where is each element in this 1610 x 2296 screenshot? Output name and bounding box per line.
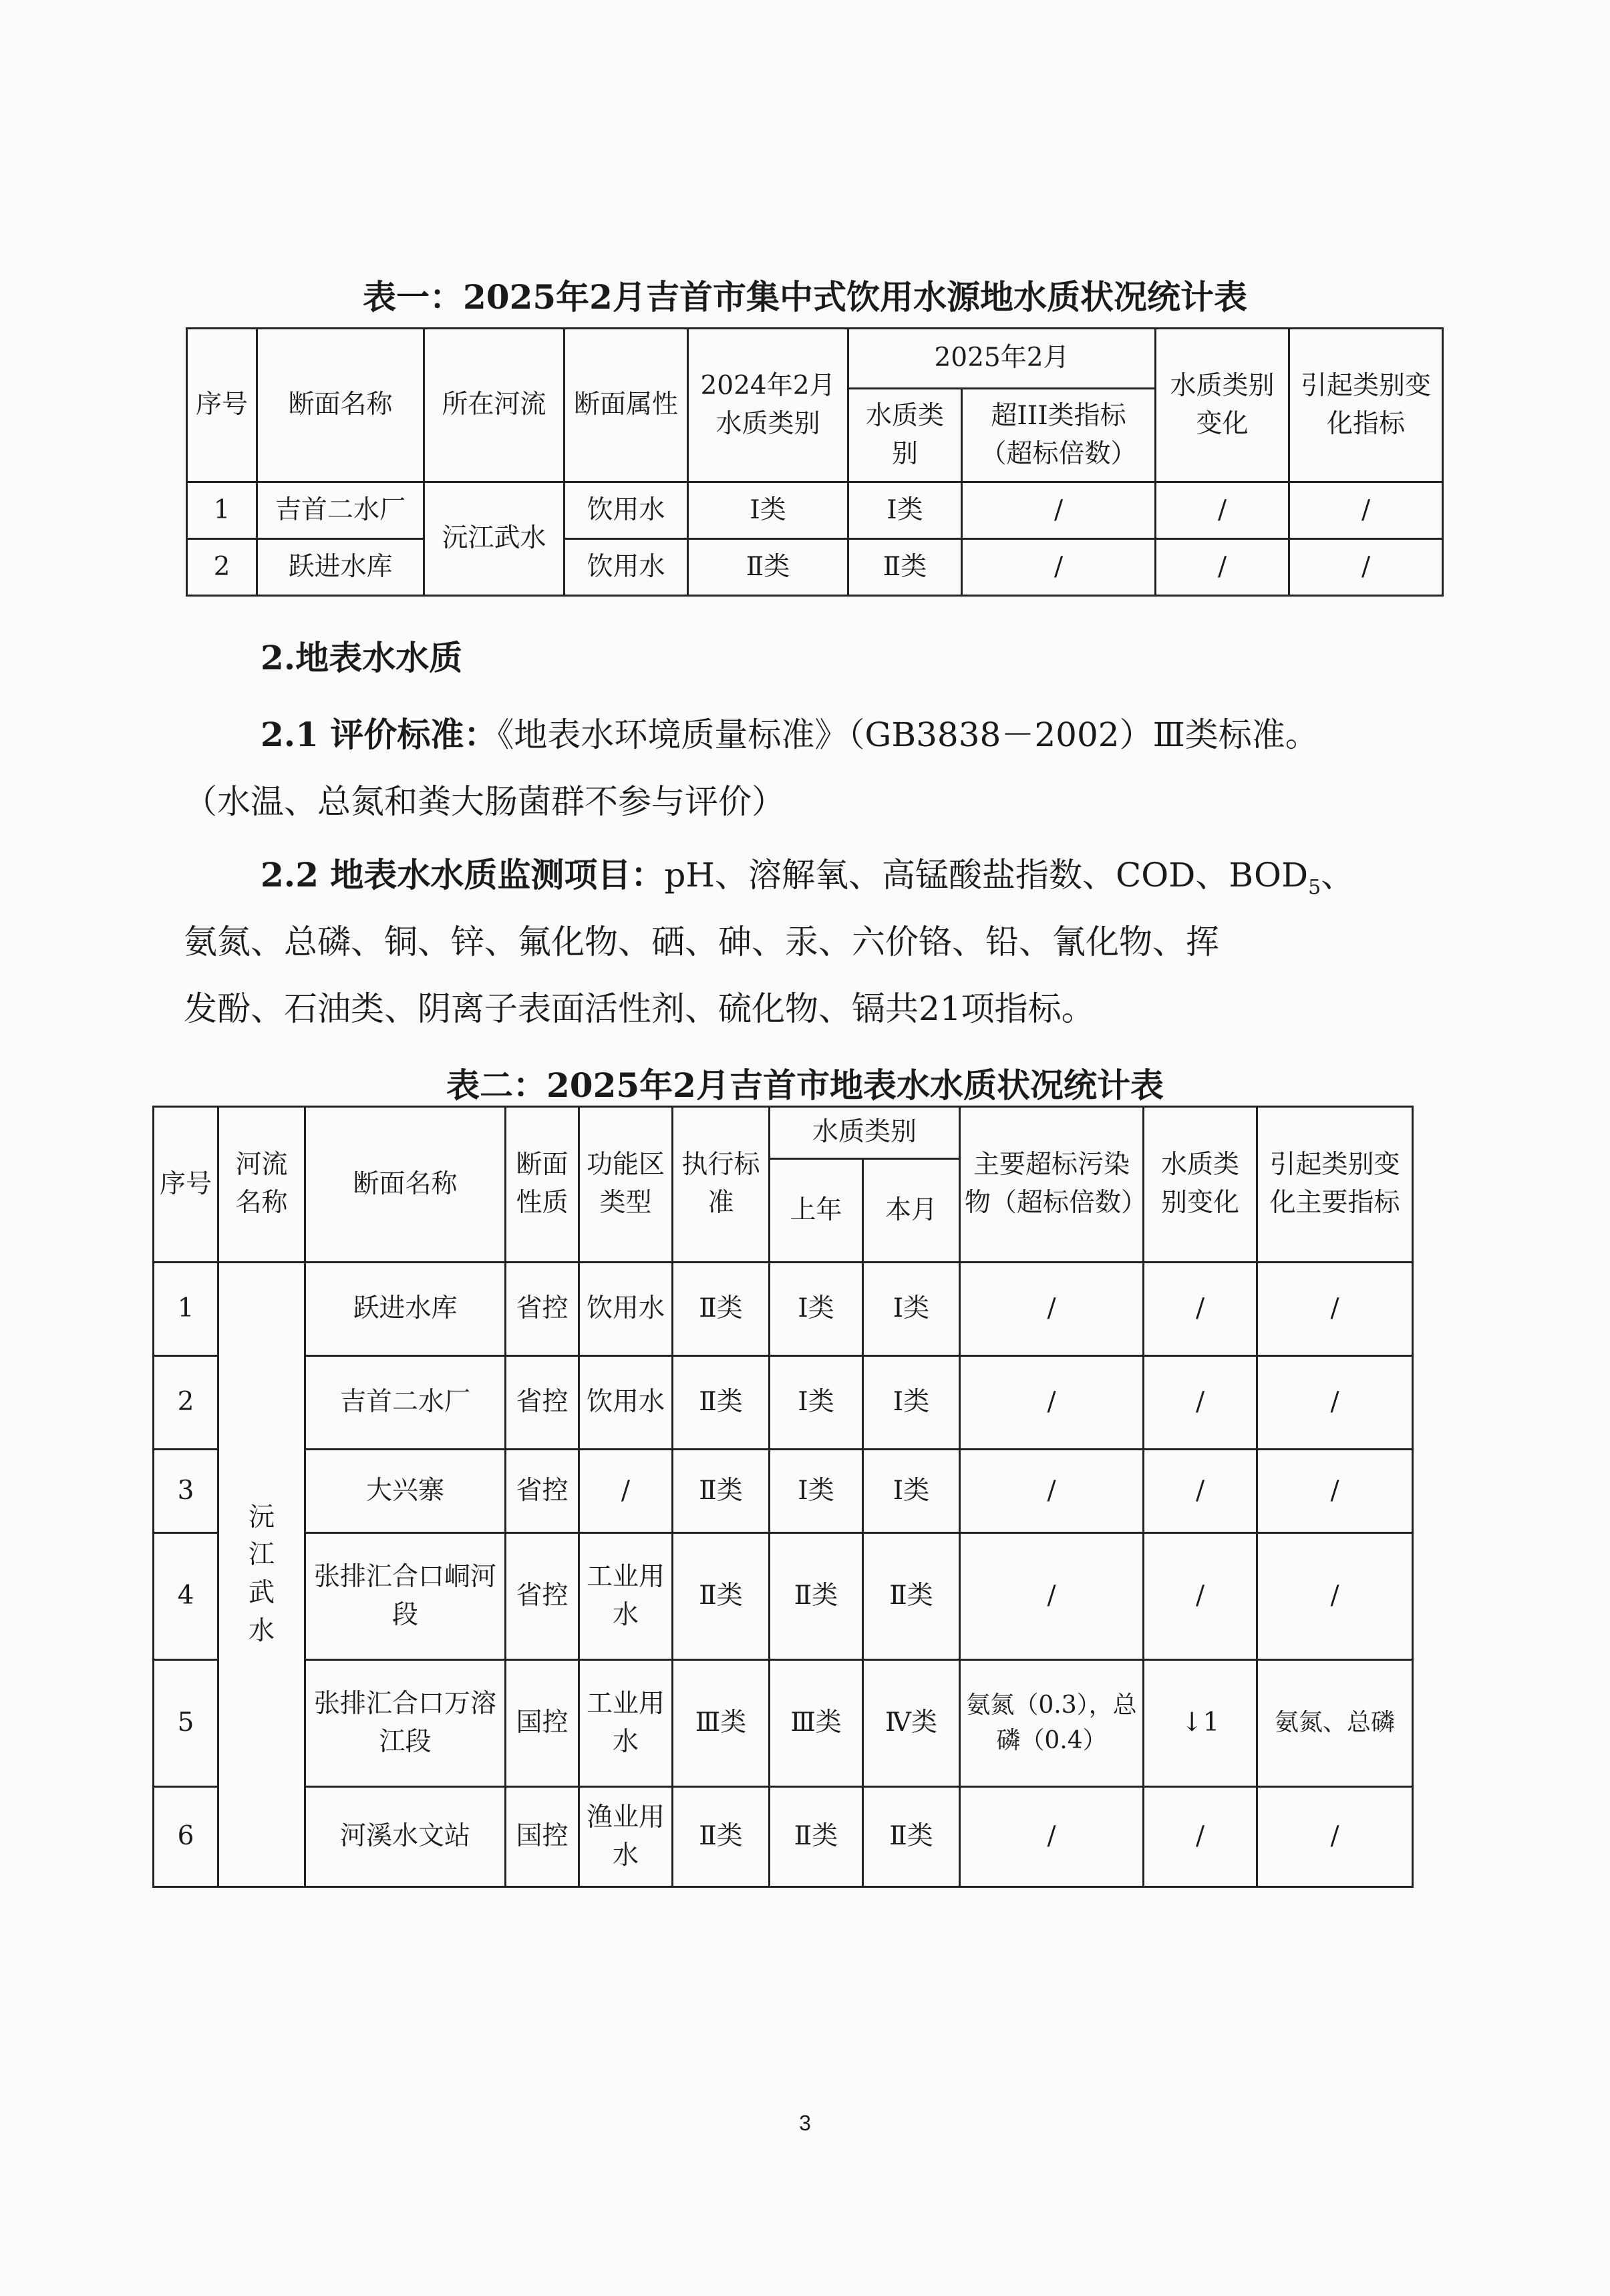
- t1-cause: /: [1289, 539, 1443, 596]
- t2-change: /: [1144, 1356, 1257, 1450]
- t1-prev: Ⅰ类: [688, 482, 848, 539]
- section2-1-text: 《地表水环境质量标准》（GB3838－2002）Ⅲ类标准。: [497, 715, 1319, 754]
- t2-seq: 5: [154, 1660, 218, 1787]
- table-row: [154, 1787, 1413, 1887]
- t2-func: 饮用水: [579, 1356, 673, 1450]
- t2-header-river: 河流名称: [218, 1107, 305, 1263]
- t2-cause: /: [1257, 1787, 1413, 1887]
- t1-header-attr: 断面属性: [565, 329, 688, 482]
- t2-std: Ⅱ类: [673, 1450, 770, 1533]
- t2-seq: 3: [154, 1450, 218, 1533]
- t2-cause: /: [1257, 1533, 1413, 1660]
- t2-header-change: 水质类别变化: [1144, 1107, 1257, 1263]
- t1-exceed: /: [962, 539, 1156, 596]
- t2-section: 张排汇合口万溶江段: [305, 1660, 506, 1787]
- t2-nature: 省控: [506, 1263, 579, 1356]
- t2-change: /: [1144, 1263, 1257, 1356]
- t2-change: ↓1: [1144, 1660, 1257, 1787]
- t2-last: Ⅰ类: [770, 1450, 863, 1533]
- t1-header-current-class: 水质类别: [848, 389, 962, 482]
- t2-last: Ⅱ类: [770, 1533, 863, 1660]
- section2-2-sub: 5: [1308, 876, 1321, 899]
- t2-cause: /: [1257, 1356, 1413, 1450]
- t2-std: Ⅱ类: [673, 1787, 770, 1887]
- t2-cause: 氨氮、总磷: [1257, 1660, 1413, 1787]
- table-row: [187, 482, 1443, 539]
- t2-seq: 1: [154, 1263, 218, 1356]
- t1-section: 吉首二水厂: [257, 482, 424, 539]
- t2-header-cause: 引起类别变化主要指标: [1257, 1107, 1413, 1263]
- t2-seq: 6: [154, 1787, 218, 1887]
- t2-func: /: [579, 1450, 673, 1533]
- section2-2-text: pH、溶解氧、高锰酸盐指数、COD、BOD: [664, 856, 1309, 894]
- t2-nature: 国控: [506, 1787, 579, 1887]
- t2-nature: 省控: [506, 1450, 579, 1533]
- t2-section: 吉首二水厂: [305, 1356, 506, 1450]
- t1-header-river: 所在河流: [424, 329, 565, 482]
- t2-pollutant: 氨氮（0.3），总磷（0.4）: [960, 1660, 1144, 1787]
- t2-river: 沅江武水: [218, 1263, 305, 1887]
- t1-seq: 2: [187, 539, 257, 596]
- t2-pollutant: /: [960, 1450, 1144, 1533]
- t1-change: /: [1156, 482, 1289, 539]
- t2-std: Ⅲ类: [673, 1660, 770, 1787]
- section2-2-line1: [261, 855, 1354, 900]
- t2-std: Ⅱ类: [673, 1533, 770, 1660]
- table-row: [187, 539, 1443, 596]
- t1-header-prev: 2024年2月水质类别: [688, 329, 848, 482]
- t1-header-exceed: 超III类指标（超标倍数）: [962, 389, 1156, 482]
- t1-header-seq: 序号: [187, 329, 257, 482]
- t2-header-nature: 断面性质: [506, 1107, 579, 1263]
- t2-header-this-month: 本月: [863, 1159, 960, 1263]
- table-row: [154, 1533, 1413, 1660]
- t2-pollutant: /: [960, 1356, 1144, 1450]
- t1-header-current: 2025年2月: [848, 329, 1156, 389]
- t1-attr: 饮用水: [565, 482, 688, 539]
- table-row: [154, 1356, 1413, 1450]
- t2-cause: /: [1257, 1263, 1413, 1356]
- section2-2-text-end: 、: [1321, 856, 1355, 894]
- t2-cur: Ⅰ类: [863, 1450, 960, 1533]
- t2-section: 河溪水文站: [305, 1787, 506, 1887]
- t2-change: /: [1144, 1450, 1257, 1533]
- section2-2-line2: 氨氮、总磷、铜、锌、氟化物、硒、砷、汞、六价铬、铅、氰化物、挥: [184, 923, 1219, 961]
- t2-seq: 4: [154, 1533, 218, 1660]
- t2-cur: Ⅱ类: [863, 1787, 960, 1887]
- t2-header-quality: 水质类别: [770, 1107, 960, 1159]
- section2-1-label: 2.1 评价标准：: [261, 715, 498, 754]
- t2-func: 工业用水: [579, 1660, 673, 1787]
- section2-1-line2: （水温、总氮和粪大肠菌群不参与评价）: [184, 782, 785, 821]
- t2-std: Ⅱ类: [673, 1356, 770, 1450]
- table-row: [154, 1450, 1413, 1533]
- t2-nature: 省控: [506, 1533, 579, 1660]
- table-row: [154, 1263, 1413, 1356]
- t2-section: 张排汇合口峒河段: [305, 1533, 506, 1660]
- t1-river: 沅江武水: [424, 482, 565, 596]
- table1-caption: 表一：2025年2月吉首市集中式饮用水源地水质状况统计表: [363, 277, 1247, 317]
- t2-header-std: 执行标准: [673, 1107, 770, 1263]
- table-row: [154, 1660, 1413, 1787]
- t2-change: /: [1144, 1533, 1257, 1660]
- t2-func: 工业用水: [579, 1533, 673, 1660]
- t2-cur: Ⅱ类: [863, 1533, 960, 1660]
- page-number: 3: [799, 2111, 811, 2135]
- t2-nature: 国控: [506, 1660, 579, 1787]
- t2-last: Ⅰ类: [770, 1356, 863, 1450]
- t1-seq: 1: [187, 482, 257, 539]
- table1: [186, 327, 1444, 597]
- t1-section: 跃进水库: [257, 539, 424, 596]
- t1-attr: 饮用水: [565, 539, 688, 596]
- table2: [152, 1106, 1414, 1888]
- t2-func: 饮用水: [579, 1263, 673, 1356]
- t2-pollutant: /: [960, 1263, 1144, 1356]
- t2-seq: 2: [154, 1356, 218, 1450]
- t1-cause: /: [1289, 482, 1443, 539]
- t2-cause: /: [1257, 1450, 1413, 1533]
- section2-2-label: 2.2 地表水水质监测项目：: [261, 855, 665, 894]
- t2-pollutant: /: [960, 1787, 1144, 1887]
- t1-header-section: 断面名称: [257, 329, 424, 482]
- t2-pollutant: /: [960, 1533, 1144, 1660]
- t1-cur: Ⅰ类: [848, 482, 962, 539]
- t2-last: Ⅲ类: [770, 1660, 863, 1787]
- t2-cur: Ⅰ类: [863, 1263, 960, 1356]
- t1-header-change: 水质类别变化: [1156, 329, 1289, 482]
- t2-last: Ⅱ类: [770, 1787, 863, 1887]
- t2-last: Ⅰ类: [770, 1263, 863, 1356]
- t1-header-cause: 引起类别变化指标: [1289, 329, 1443, 482]
- t2-header-pollutant: 主要超标污染物（超标倍数）: [960, 1107, 1144, 1263]
- section2-2-line3: 发酚、石油类、阴离子表面活性剂、硫化物、镉共21项指标。: [184, 989, 1095, 1028]
- t2-section: 大兴寨: [305, 1450, 506, 1533]
- table2-caption: 表二：2025年2月吉首市地表水水质状况统计表: [446, 1065, 1164, 1105]
- t2-std: Ⅱ类: [673, 1263, 770, 1356]
- t2-section: 跃进水库: [305, 1263, 506, 1356]
- t1-prev: Ⅱ类: [688, 539, 848, 596]
- t2-cur: Ⅳ类: [863, 1660, 960, 1787]
- t2-header-section: 断面名称: [305, 1107, 506, 1263]
- t2-change: /: [1144, 1787, 1257, 1887]
- t1-exceed: /: [962, 482, 1156, 539]
- t2-header-last-year: 上年: [770, 1159, 863, 1263]
- section2-heading: 2.地表水水质: [261, 638, 463, 677]
- t2-nature: 省控: [506, 1356, 579, 1450]
- t2-func: 渔业用水: [579, 1787, 673, 1887]
- t2-header-seq: 序号: [154, 1107, 218, 1263]
- t2-header-func: 功能区类型: [579, 1107, 673, 1263]
- t1-change: /: [1156, 539, 1289, 596]
- section2-1-line1: [261, 715, 1319, 755]
- t2-cur: Ⅰ类: [863, 1356, 960, 1450]
- t1-cur: Ⅱ类: [848, 539, 962, 596]
